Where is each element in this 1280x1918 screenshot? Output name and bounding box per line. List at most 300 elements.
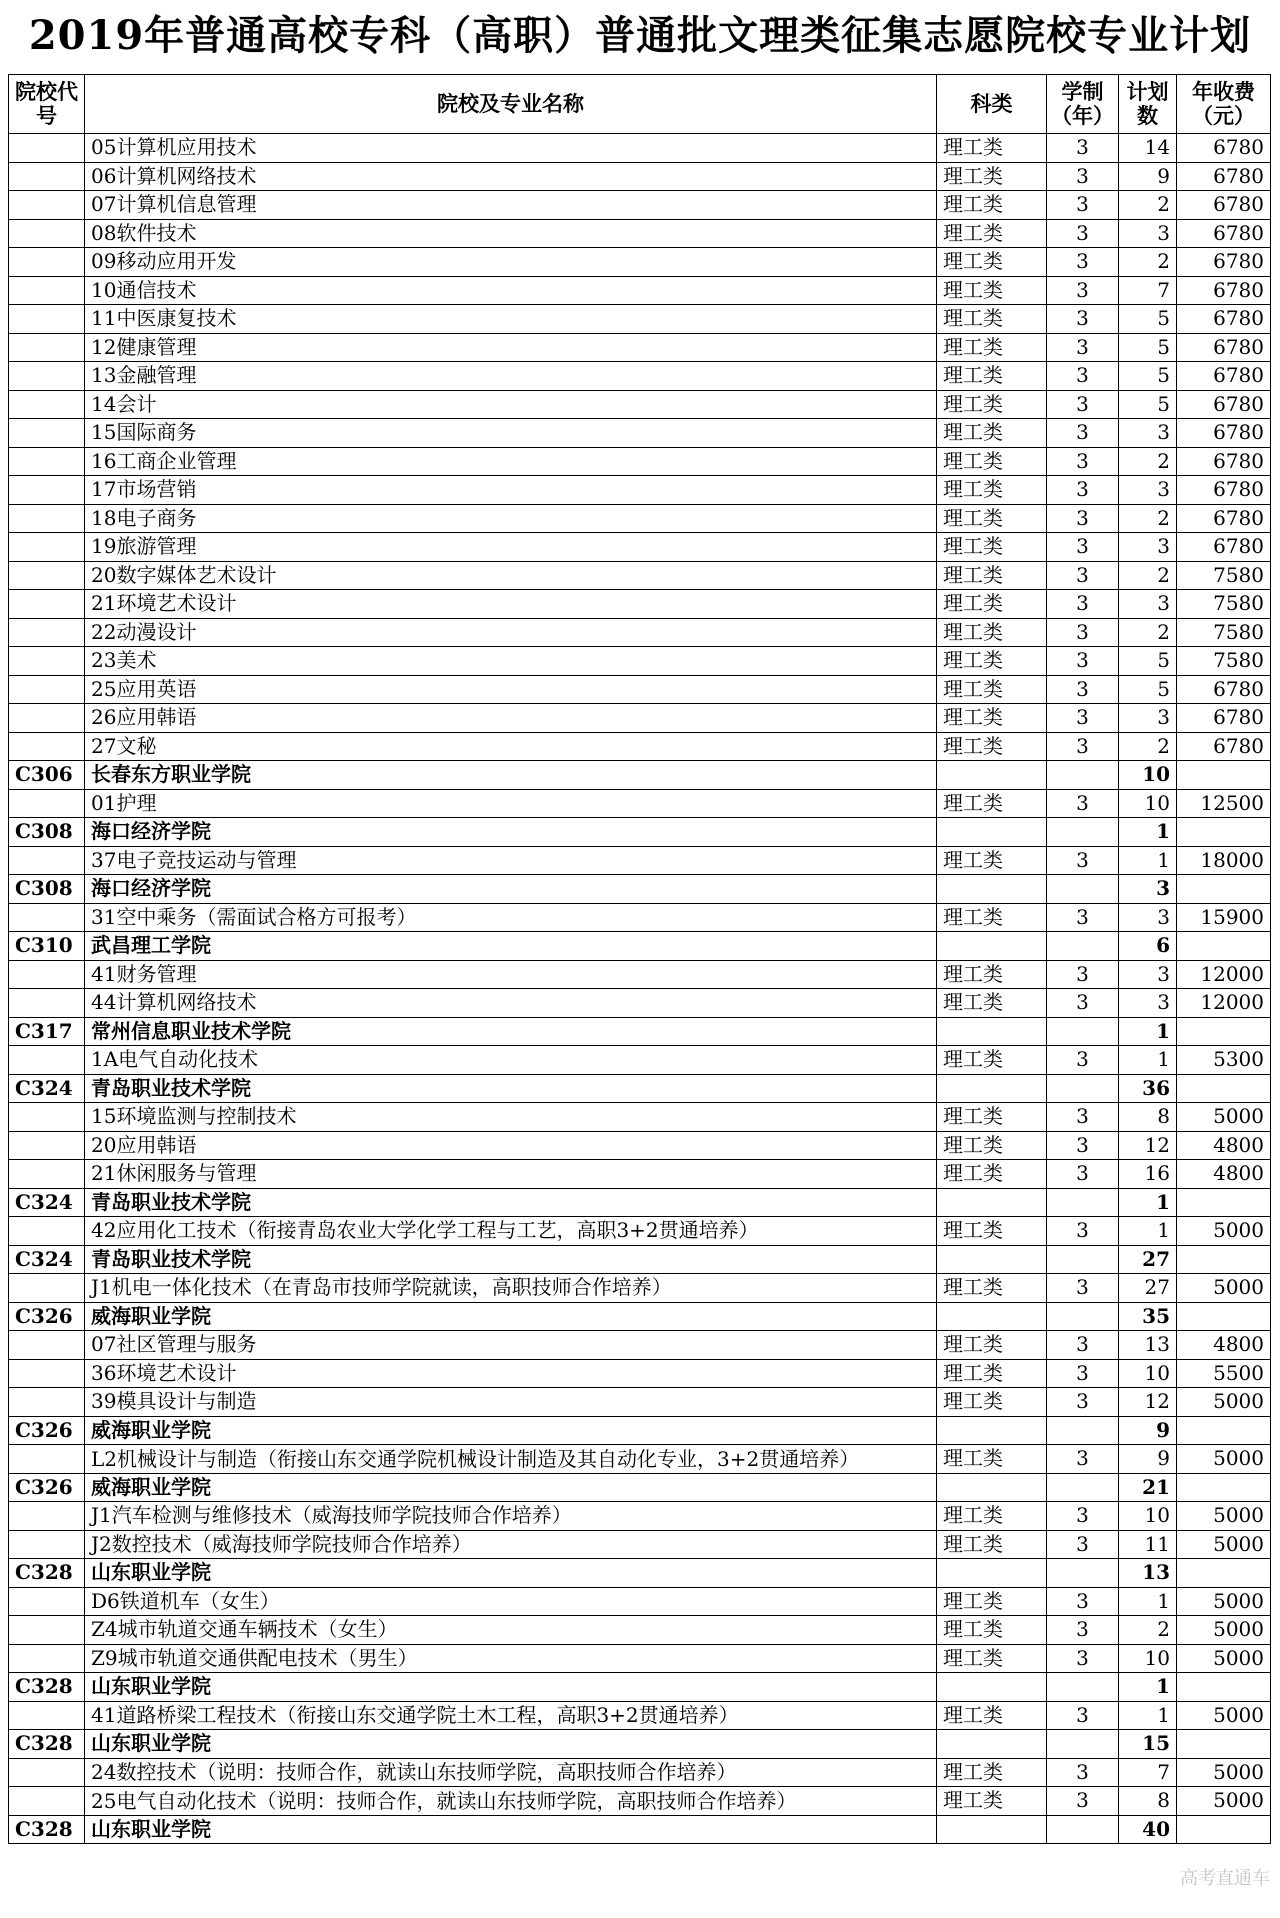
cell-plan: 40: [1119, 1815, 1177, 1844]
cell-category: [937, 761, 1047, 790]
cell-plan: 12: [1119, 1388, 1177, 1417]
cell-plan: 9: [1119, 1445, 1177, 1474]
cell-name: 09移动应用开发: [85, 248, 937, 277]
cell-fee: 15900: [1177, 903, 1271, 932]
cell-fee: 6780: [1177, 533, 1271, 562]
school-row: [9, 875, 1271, 904]
cell-fee: [1177, 1188, 1271, 1217]
cell-code: C317: [9, 1017, 85, 1046]
cell-name: 武昌理工学院: [85, 932, 937, 961]
cell-years: [1047, 875, 1119, 904]
cell-plan: 13: [1119, 1331, 1177, 1360]
cell-fee: 6780: [1177, 675, 1271, 704]
cell-plan: 8: [1119, 1787, 1177, 1816]
cell-code: [9, 618, 85, 647]
cell-category: 理工类: [937, 248, 1047, 277]
cell-name: 青岛职业技术学院: [85, 1245, 937, 1274]
cell-category: 理工类: [937, 846, 1047, 875]
cell-plan: 12: [1119, 1131, 1177, 1160]
cell-plan: 1: [1119, 1587, 1177, 1616]
cell-years: 3: [1047, 447, 1119, 476]
cell-category: 理工类: [937, 1046, 1047, 1075]
cell-plan: 2: [1119, 447, 1177, 476]
cell-code: [9, 1331, 85, 1360]
cell-plan: 1: [1119, 846, 1177, 875]
cell-name: 16工商企业管理: [85, 447, 937, 476]
school-row: [9, 932, 1271, 961]
cell-name: 27文秘: [85, 732, 937, 761]
cell-code: [9, 647, 85, 676]
cell-category: 理工类: [937, 1701, 1047, 1730]
cell-category: 理工类: [937, 1758, 1047, 1787]
cell-name: J2数控技术（威海技师学院技师合作培养）: [85, 1530, 937, 1559]
cell-years: [1047, 818, 1119, 847]
cell-category: 理工类: [937, 647, 1047, 676]
cell-plan: 3: [1119, 960, 1177, 989]
cell-code: C308: [9, 818, 85, 847]
cell-name: 17市场营销: [85, 476, 937, 505]
cell-category: [937, 875, 1047, 904]
cell-name: 威海职业学院: [85, 1302, 937, 1331]
cell-years: 3: [1047, 1103, 1119, 1132]
cell-category: 理工类: [937, 276, 1047, 305]
cell-years: [1047, 1245, 1119, 1274]
cell-plan: 2: [1119, 191, 1177, 220]
cell-category: 理工类: [937, 1103, 1047, 1132]
cell-code: [9, 1502, 85, 1531]
cell-code: [9, 1359, 85, 1388]
cell-plan: 9: [1119, 1416, 1177, 1445]
major-row: [9, 504, 1271, 533]
cell-category: 理工类: [937, 1502, 1047, 1531]
cell-years: 3: [1047, 1274, 1119, 1303]
cell-category: 理工类: [937, 1217, 1047, 1246]
cell-code: [9, 419, 85, 448]
cell-code: [9, 1160, 85, 1189]
cell-category: 理工类: [937, 618, 1047, 647]
cell-name: 威海职业学院: [85, 1473, 937, 1502]
cell-fee: [1177, 1673, 1271, 1702]
cell-category: [937, 1730, 1047, 1759]
cell-code: C310: [9, 932, 85, 961]
cell-years: 3: [1047, 1331, 1119, 1360]
cell-category: 理工类: [937, 447, 1047, 476]
major-row: [9, 960, 1271, 989]
cell-years: 3: [1047, 1587, 1119, 1616]
cell-code: [9, 903, 85, 932]
cell-fee: 5000: [1177, 1217, 1271, 1246]
school-row: [9, 1188, 1271, 1217]
cell-category: 理工类: [937, 533, 1047, 562]
cell-name: 长春东方职业学院: [85, 761, 937, 790]
cell-plan: 1: [1119, 1701, 1177, 1730]
cell-plan: 3: [1119, 219, 1177, 248]
major-row: [9, 1587, 1271, 1616]
cell-name: 42应用化工技术（衔接青岛农业大学化学工程与工艺，高职3+2贯通培养）: [85, 1217, 937, 1246]
cell-code: [9, 960, 85, 989]
cell-code: [9, 1046, 85, 1075]
cell-name: 14会计: [85, 390, 937, 419]
cell-name: 18电子商务: [85, 504, 937, 533]
major-row: [9, 533, 1271, 562]
cell-code: C328: [9, 1815, 85, 1844]
cell-years: 3: [1047, 191, 1119, 220]
cell-name: 20数字媒体艺术设计: [85, 561, 937, 590]
cell-fee: [1177, 1245, 1271, 1274]
cell-years: [1047, 761, 1119, 790]
cell-code: [9, 1217, 85, 1246]
cell-name: 31空中乘务（需面试合格方可报考）: [85, 903, 937, 932]
cell-fee: 5000: [1177, 1587, 1271, 1616]
cell-code: C308: [9, 875, 85, 904]
cell-category: [937, 1188, 1047, 1217]
cell-code: [9, 248, 85, 277]
cell-fee: 4800: [1177, 1331, 1271, 1360]
cell-code: C326: [9, 1416, 85, 1445]
cell-code: [9, 675, 85, 704]
watermark: 高考直通车: [1180, 1868, 1270, 1889]
cell-code: [9, 989, 85, 1018]
cell-code: [9, 1758, 85, 1787]
header-years: 学制（年）: [1047, 75, 1119, 134]
cell-years: [1047, 932, 1119, 961]
cell-fee: 5000: [1177, 1701, 1271, 1730]
cell-plan: 3: [1119, 590, 1177, 619]
cell-category: 理工类: [937, 1644, 1047, 1673]
cell-code: [9, 276, 85, 305]
major-row: [9, 419, 1271, 448]
cell-category: 理工类: [937, 362, 1047, 391]
cell-category: 理工类: [937, 162, 1047, 191]
school-row: [9, 1730, 1271, 1759]
cell-code: C328: [9, 1730, 85, 1759]
cell-name: 15国际商务: [85, 419, 937, 448]
cell-category: 理工类: [937, 134, 1047, 163]
major-row: [9, 476, 1271, 505]
cell-name: 41财务管理: [85, 960, 937, 989]
cell-plan: 5: [1119, 333, 1177, 362]
cell-plan: 21: [1119, 1473, 1177, 1502]
cell-category: 理工类: [937, 590, 1047, 619]
cell-fee: 6780: [1177, 162, 1271, 191]
school-row: [9, 1815, 1271, 1844]
cell-years: [1047, 1074, 1119, 1103]
cell-code: [9, 1103, 85, 1132]
cell-name: 13金融管理: [85, 362, 937, 391]
cell-name: 青岛职业技术学院: [85, 1074, 937, 1103]
cell-years: 3: [1047, 1502, 1119, 1531]
cell-fee: 6780: [1177, 447, 1271, 476]
cell-name: 威海职业学院: [85, 1416, 937, 1445]
cell-years: 3: [1047, 1787, 1119, 1816]
cell-name: J1机电一体化技术（在青岛市技师学院就读，高职技师合作培养）: [85, 1274, 937, 1303]
cell-plan: 27: [1119, 1274, 1177, 1303]
cell-years: 3: [1047, 1758, 1119, 1787]
cell-fee: 6780: [1177, 333, 1271, 362]
major-row: [9, 447, 1271, 476]
cell-fee: 6780: [1177, 704, 1271, 733]
cell-category: 理工类: [937, 704, 1047, 733]
cell-plan: 1: [1119, 1046, 1177, 1075]
cell-plan: 3: [1119, 533, 1177, 562]
cell-years: 3: [1047, 162, 1119, 191]
school-row: [9, 1074, 1271, 1103]
major-row: [9, 846, 1271, 875]
cell-fee: [1177, 875, 1271, 904]
major-row: [9, 248, 1271, 277]
cell-years: [1047, 1730, 1119, 1759]
cell-plan: 5: [1119, 390, 1177, 419]
major-row: [9, 1787, 1271, 1816]
cell-category: [937, 1815, 1047, 1844]
cell-name: 山东职业学院: [85, 1673, 937, 1702]
cell-name: 26应用韩语: [85, 704, 937, 733]
major-row: [9, 1103, 1271, 1132]
cell-name: 44计算机网络技术: [85, 989, 937, 1018]
cell-name: 41道路桥梁工程技术（衔接山东交通学院土木工程，高职3+2贯通培养）: [85, 1701, 937, 1730]
cell-name: 07计算机信息管理: [85, 191, 937, 220]
cell-years: 3: [1047, 504, 1119, 533]
cell-name: 06计算机网络技术: [85, 162, 937, 191]
cell-fee: 4800: [1177, 1131, 1271, 1160]
cell-fee: 6780: [1177, 732, 1271, 761]
cell-fee: 18000: [1177, 846, 1271, 875]
header-fee: 年收费（元）: [1177, 75, 1271, 134]
major-row: [9, 362, 1271, 391]
cell-years: 3: [1047, 333, 1119, 362]
major-row: [9, 561, 1271, 590]
cell-name: 青岛职业技术学院: [85, 1188, 937, 1217]
cell-plan: 7: [1119, 276, 1177, 305]
cell-years: 3: [1047, 618, 1119, 647]
cell-name: 19旅游管理: [85, 533, 937, 562]
cell-years: 3: [1047, 533, 1119, 562]
school-row: [9, 1416, 1271, 1445]
cell-fee: [1177, 932, 1271, 961]
cell-years: 3: [1047, 1131, 1119, 1160]
cell-fee: 12000: [1177, 989, 1271, 1018]
cell-category: 理工类: [937, 789, 1047, 818]
cell-years: 3: [1047, 1217, 1119, 1246]
cell-name: 01护理: [85, 789, 937, 818]
cell-fee: 7580: [1177, 618, 1271, 647]
cell-fee: 5000: [1177, 1445, 1271, 1474]
cell-plan: 9: [1119, 162, 1177, 191]
cell-name: Z9城市轨道交通供配电技术（男生）: [85, 1644, 937, 1673]
cell-name: 07社区管理与服务: [85, 1331, 937, 1360]
cell-fee: 6780: [1177, 390, 1271, 419]
cell-name: 25电气自动化技术（说明：技师合作，就读山东技师学院，高职技师合作培养）: [85, 1787, 937, 1816]
major-row: [9, 1701, 1271, 1730]
cell-plan: 5: [1119, 647, 1177, 676]
cell-name: 15环境监测与控制技术: [85, 1103, 937, 1132]
cell-fee: 6780: [1177, 248, 1271, 277]
cell-fee: [1177, 1302, 1271, 1331]
cell-category: 理工类: [937, 1787, 1047, 1816]
cell-plan: 2: [1119, 732, 1177, 761]
cell-fee: 7580: [1177, 590, 1271, 619]
major-row: [9, 191, 1271, 220]
cell-years: [1047, 1815, 1119, 1844]
cell-plan: 2: [1119, 561, 1177, 590]
header-code: 院校代号: [9, 75, 85, 134]
cell-category: 理工类: [937, 1160, 1047, 1189]
cell-name: 21休闲服务与管理: [85, 1160, 937, 1189]
cell-category: [937, 1245, 1047, 1274]
header-plan: 计划数: [1119, 75, 1177, 134]
major-row: [9, 1331, 1271, 1360]
cell-fee: 5300: [1177, 1046, 1271, 1075]
cell-years: 3: [1047, 1530, 1119, 1559]
cell-name: 23美术: [85, 647, 937, 676]
cell-code: C324: [9, 1188, 85, 1217]
major-row: [9, 1274, 1271, 1303]
major-row: [9, 1131, 1271, 1160]
cell-plan: 10: [1119, 761, 1177, 790]
cell-fee: 5000: [1177, 1758, 1271, 1787]
cell-fee: 12500: [1177, 789, 1271, 818]
cell-name: 36环境艺术设计: [85, 1359, 937, 1388]
cell-plan: 16: [1119, 1160, 1177, 1189]
cell-code: [9, 1587, 85, 1616]
cell-code: [9, 333, 85, 362]
cell-years: 3: [1047, 989, 1119, 1018]
major-row: [9, 989, 1271, 1018]
cell-name: 08软件技术: [85, 219, 937, 248]
major-row: [9, 162, 1271, 191]
cell-years: 3: [1047, 362, 1119, 391]
cell-name: 山东职业学院: [85, 1730, 937, 1759]
cell-fee: 7580: [1177, 647, 1271, 676]
cell-plan: 14: [1119, 134, 1177, 163]
cell-fee: [1177, 1017, 1271, 1046]
cell-plan: 35: [1119, 1302, 1177, 1331]
cell-years: 3: [1047, 590, 1119, 619]
cell-code: [9, 390, 85, 419]
cell-code: [9, 590, 85, 619]
major-row: [9, 1616, 1271, 1645]
cell-code: [9, 1388, 85, 1417]
cell-years: 3: [1047, 960, 1119, 989]
cell-years: [1047, 1188, 1119, 1217]
cell-name: J1汽车检测与维修技术（威海技师学院技师合作培养）: [85, 1502, 937, 1531]
cell-name: 21环境艺术设计: [85, 590, 937, 619]
cell-years: 3: [1047, 134, 1119, 163]
cell-category: 理工类: [937, 1388, 1047, 1417]
cell-code: C328: [9, 1559, 85, 1588]
school-row: [9, 1473, 1271, 1502]
cell-name: 37电子竞技运动与管理: [85, 846, 937, 875]
cell-years: 3: [1047, 1616, 1119, 1645]
cell-plan: 10: [1119, 1502, 1177, 1531]
cell-fee: [1177, 1815, 1271, 1844]
cell-category: [937, 1416, 1047, 1445]
cell-code: [9, 1701, 85, 1730]
cell-plan: 3: [1119, 419, 1177, 448]
cell-fee: 5000: [1177, 1274, 1271, 1303]
cell-plan: 3: [1119, 875, 1177, 904]
cell-fee: 5000: [1177, 1530, 1271, 1559]
cell-fee: 6780: [1177, 362, 1271, 391]
major-row: [9, 732, 1271, 761]
major-row: [9, 390, 1271, 419]
cell-category: [937, 1017, 1047, 1046]
major-row: [9, 675, 1271, 704]
cell-plan: 6: [1119, 932, 1177, 961]
cell-plan: 8: [1119, 1103, 1177, 1132]
cell-category: 理工类: [937, 219, 1047, 248]
cell-code: [9, 134, 85, 163]
cell-category: [937, 932, 1047, 961]
cell-code: [9, 362, 85, 391]
cell-fee: [1177, 1416, 1271, 1445]
cell-years: 3: [1047, 1388, 1119, 1417]
cell-years: 3: [1047, 561, 1119, 590]
cell-plan: 3: [1119, 989, 1177, 1018]
cell-category: 理工类: [937, 1331, 1047, 1360]
cell-fee: 12000: [1177, 960, 1271, 989]
cell-name: 24数控技术（说明：技师合作，就读山东技师学院，高职技师合作培养）: [85, 1758, 937, 1787]
cell-category: 理工类: [937, 476, 1047, 505]
cell-category: 理工类: [937, 333, 1047, 362]
major-row: [9, 1644, 1271, 1673]
cell-fee: 6780: [1177, 476, 1271, 505]
cell-years: 3: [1047, 903, 1119, 932]
cell-plan: 13: [1119, 1559, 1177, 1588]
cell-name: Z4城市轨道交通车辆技术（女生）: [85, 1616, 937, 1645]
cell-fee: 5000: [1177, 1103, 1271, 1132]
cell-code: [9, 162, 85, 191]
cell-plan: 5: [1119, 675, 1177, 704]
major-row: [9, 704, 1271, 733]
cell-plan: 1: [1119, 1188, 1177, 1217]
cell-fee: [1177, 1473, 1271, 1502]
major-row: [9, 1530, 1271, 1559]
cell-plan: 2: [1119, 618, 1177, 647]
cell-code: [9, 1787, 85, 1816]
cell-name: 海口经济学院: [85, 818, 937, 847]
cell-years: 3: [1047, 219, 1119, 248]
major-row: [9, 1502, 1271, 1531]
cell-years: [1047, 1673, 1119, 1702]
cell-code: [9, 305, 85, 334]
cell-category: 理工类: [937, 1131, 1047, 1160]
major-row: [9, 276, 1271, 305]
plan-table: [8, 74, 1271, 1844]
cell-years: 3: [1047, 846, 1119, 875]
cell-code: [9, 846, 85, 875]
cell-code: C324: [9, 1245, 85, 1274]
cell-category: 理工类: [937, 1616, 1047, 1645]
cell-category: [937, 1473, 1047, 1502]
cell-fee: 6780: [1177, 504, 1271, 533]
cell-years: 3: [1047, 305, 1119, 334]
major-row: [9, 219, 1271, 248]
cell-years: 3: [1047, 248, 1119, 277]
cell-fee: 5000: [1177, 1388, 1271, 1417]
cell-code: [9, 191, 85, 220]
cell-fee: 5000: [1177, 1787, 1271, 1816]
school-row: [9, 1673, 1271, 1702]
cell-years: 3: [1047, 390, 1119, 419]
cell-plan: 1: [1119, 1017, 1177, 1046]
cell-name: 海口经济学院: [85, 875, 937, 904]
cell-fee: [1177, 818, 1271, 847]
cell-plan: 1: [1119, 1217, 1177, 1246]
cell-category: [937, 1302, 1047, 1331]
cell-plan: 2: [1119, 1616, 1177, 1645]
cell-fee: 6780: [1177, 276, 1271, 305]
